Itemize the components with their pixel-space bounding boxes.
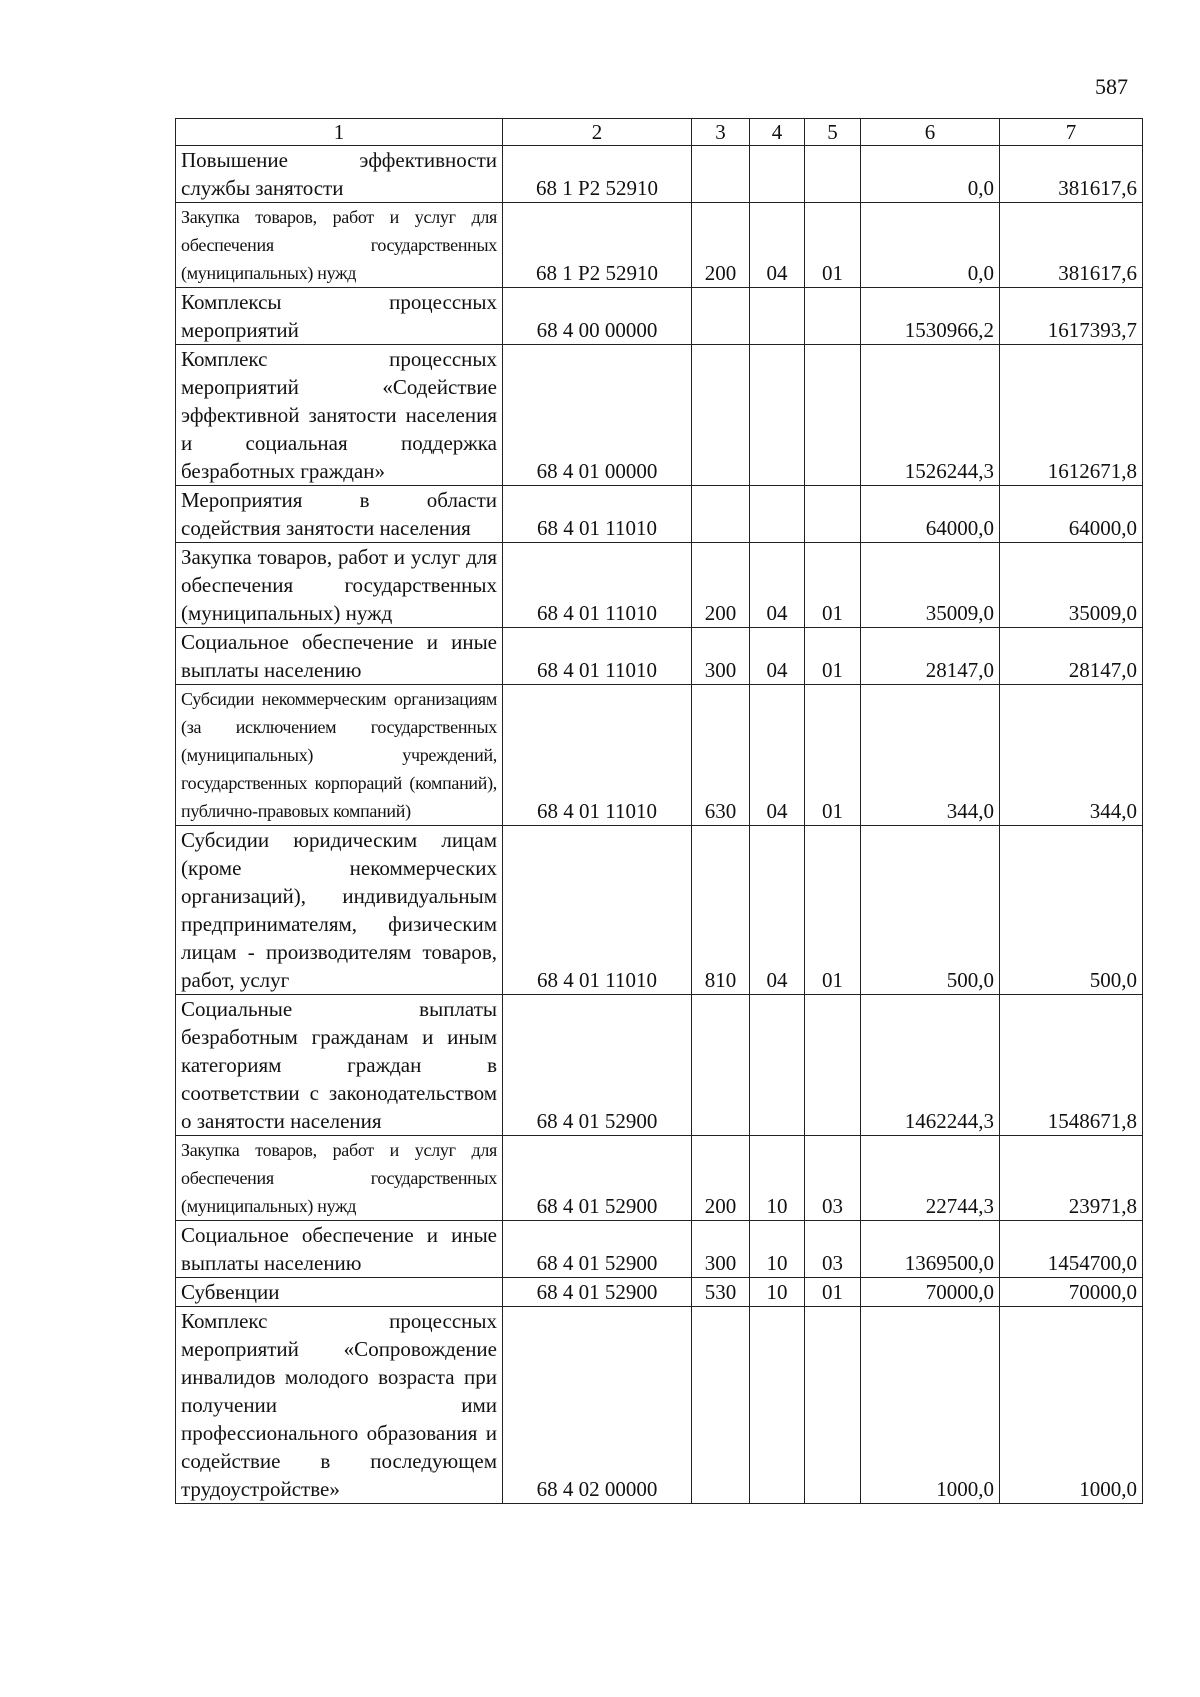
row-target-code: 68 4 01 11010	[503, 486, 692, 543]
row-target-code: 68 4 01 11010	[503, 628, 692, 685]
row-amount-col6: 64000,0	[861, 486, 1000, 543]
table-row	[176, 1278, 1143, 1307]
row-subsection	[805, 288, 861, 345]
table-row	[176, 826, 1143, 995]
row-name: Комплексы процессных мероприятий	[176, 288, 503, 345]
row-amount-col7: 28147,0	[1000, 628, 1143, 685]
table-row	[176, 543, 1143, 628]
row-amount-col6: 1530966,2	[861, 288, 1000, 345]
row-subsection	[805, 345, 861, 486]
row-section: 04	[750, 628, 805, 685]
row-name: Мероприятия в области содействия занятости населения	[176, 486, 503, 543]
row-section: 04	[750, 826, 805, 995]
row-subsection: 03	[805, 1136, 861, 1221]
row-amount-col7: 23971,8	[1000, 1136, 1143, 1221]
row-subsection: 01	[805, 203, 861, 288]
row-section: 04	[750, 203, 805, 288]
row-amount-col6: 1462244,3	[861, 995, 1000, 1136]
row-expense-type: 530	[692, 1278, 750, 1307]
table-row	[176, 628, 1143, 685]
row-amount-col7: 1000,0	[1000, 1307, 1143, 1504]
header-row	[176, 119, 1143, 146]
row-expense-type: 200	[692, 203, 750, 288]
row-subsection: 03	[805, 1221, 861, 1278]
row-target-code: 68 4 01 52900	[503, 1278, 692, 1307]
row-amount-col6: 0,0	[861, 146, 1000, 203]
header-col-1: 1	[176, 119, 503, 146]
row-expense-type	[692, 1307, 750, 1504]
header-col-4: 4	[750, 119, 805, 146]
row-target-code: 68 1 P2 52910	[503, 146, 692, 203]
row-amount-col6: 1000,0	[861, 1307, 1000, 1504]
row-section	[750, 146, 805, 203]
row-section	[750, 288, 805, 345]
row-amount-col7: 1548671,8	[1000, 995, 1143, 1136]
row-target-code: 68 4 00 00000	[503, 288, 692, 345]
row-name: Комплекс процессных мероприятий «Содействие эффективной занятости населения и социальная поддержка безработных граждан»	[176, 345, 503, 486]
row-amount-col6: 0,0	[861, 203, 1000, 288]
row-amount-col6: 344,0	[861, 685, 1000, 826]
row-section: 10	[750, 1278, 805, 1307]
row-subsection	[805, 486, 861, 543]
row-amount-col7: 1612671,8	[1000, 345, 1143, 486]
row-subsection: 01	[805, 543, 861, 628]
table-row	[176, 345, 1143, 486]
row-amount-col7: 1454700,0	[1000, 1221, 1143, 1278]
row-amount-col7: 344,0	[1000, 685, 1143, 826]
table-row	[176, 995, 1143, 1136]
row-amount-col6: 70000,0	[861, 1278, 1000, 1307]
row-expense-type: 300	[692, 628, 750, 685]
row-amount-col7: 381617,6	[1000, 203, 1143, 288]
table-row	[176, 1307, 1143, 1504]
row-name: Закупка товаров, работ и услуг для обеспечения государственных (муниципальных) нужд	[176, 543, 503, 628]
row-subsection	[805, 995, 861, 1136]
row-amount-col7: 64000,0	[1000, 486, 1143, 543]
page-number: 587	[1095, 74, 1128, 99]
row-expense-type: 300	[692, 1221, 750, 1278]
row-subsection: 01	[805, 628, 861, 685]
row-amount-col7: 35009,0	[1000, 543, 1143, 628]
row-amount-col7: 1617393,7	[1000, 288, 1143, 345]
row-name: Повышение эффективности службы занятости	[176, 146, 503, 203]
table-row	[176, 203, 1143, 288]
row-target-code: 68 1 P2 52910	[503, 203, 692, 288]
row-target-code: 68 4 01 00000	[503, 345, 692, 486]
row-expense-type: 810	[692, 826, 750, 995]
row-target-code: 68 4 01 11010	[503, 543, 692, 628]
row-target-code: 68 4 02 00000	[503, 1307, 692, 1504]
table-row	[176, 1221, 1143, 1278]
row-section	[750, 345, 805, 486]
row-expense-type: 200	[692, 1136, 750, 1221]
row-section: 04	[750, 543, 805, 628]
row-target-code: 68 4 01 52900	[503, 1136, 692, 1221]
row-name: Комплекс процессных мероприятий «Сопровождение инвалидов молодого возраста при получении ими профессионального образования и содействие в последующем трудоустройстве»	[176, 1307, 503, 1504]
header-col-5: 5	[805, 119, 861, 146]
row-name: Социальное обеспечение и иные выплаты населению	[176, 628, 503, 685]
row-subsection: 01	[805, 826, 861, 995]
row-target-code: 68 4 01 11010	[503, 685, 692, 826]
row-amount-col6: 1526244,3	[861, 345, 1000, 486]
table-row	[176, 486, 1143, 543]
row-expense-type: 630	[692, 685, 750, 826]
budget-table	[175, 118, 1143, 1504]
row-name: Закупка товаров, работ и услуг для обеспечения государственных (муниципальных) нужд	[176, 1136, 503, 1221]
table-row	[176, 146, 1143, 203]
row-section: 10	[750, 1136, 805, 1221]
header-col-2: 2	[503, 119, 692, 146]
row-amount-col7: 381617,6	[1000, 146, 1143, 203]
row-name: Социальные выплаты безработным гражданам и иным категориям граждан в соответствии с законодательством о занятости населения	[176, 995, 503, 1136]
row-section: 10	[750, 1221, 805, 1278]
row-section	[750, 1307, 805, 1504]
table-row	[176, 1136, 1143, 1221]
row-subsection	[805, 1307, 861, 1504]
table-row	[176, 685, 1143, 826]
row-section	[750, 995, 805, 1136]
row-section	[750, 486, 805, 543]
row-expense-type	[692, 146, 750, 203]
row-amount-col6: 28147,0	[861, 628, 1000, 685]
row-expense-type: 200	[692, 543, 750, 628]
row-name: Социальное обеспечение и иные выплаты населению	[176, 1221, 503, 1278]
row-subsection: 01	[805, 1278, 861, 1307]
row-amount-col6: 1369500,0	[861, 1221, 1000, 1278]
row-expense-type	[692, 995, 750, 1136]
row-amount-col7: 70000,0	[1000, 1278, 1143, 1307]
row-section: 04	[750, 685, 805, 826]
row-name: Субвенции	[176, 1278, 503, 1307]
row-expense-type	[692, 486, 750, 543]
header-col-6: 6	[861, 119, 1000, 146]
row-amount-col7: 500,0	[1000, 826, 1143, 995]
table-row	[176, 288, 1143, 345]
row-amount-col6: 500,0	[861, 826, 1000, 995]
row-subsection	[805, 146, 861, 203]
row-name: Закупка товаров, работ и услуг для обеспечения государственных (муниципальных) нужд	[176, 203, 503, 288]
header-col-7: 7	[1000, 119, 1143, 146]
row-name: Субсидии некоммерческим организациям (за исключением государственных (муниципальных) учреждений, государственных корпораций (компаний), публично-правовых компаний)	[176, 685, 503, 826]
row-amount-col6: 35009,0	[861, 543, 1000, 628]
row-subsection: 01	[805, 685, 861, 826]
row-target-code: 68 4 01 52900	[503, 995, 692, 1136]
row-target-code: 68 4 01 11010	[503, 826, 692, 995]
row-expense-type	[692, 345, 750, 486]
row-amount-col6: 22744,3	[861, 1136, 1000, 1221]
row-expense-type	[692, 288, 750, 345]
row-target-code: 68 4 01 52900	[503, 1221, 692, 1278]
row-name: Субсидии юридическим лицам (кроме некоммерческих организаций), индивидуальным предпринимателям, физическим лицам - производителям товаров, работ, услуг	[176, 826, 503, 995]
header-col-3: 3	[692, 119, 750, 146]
